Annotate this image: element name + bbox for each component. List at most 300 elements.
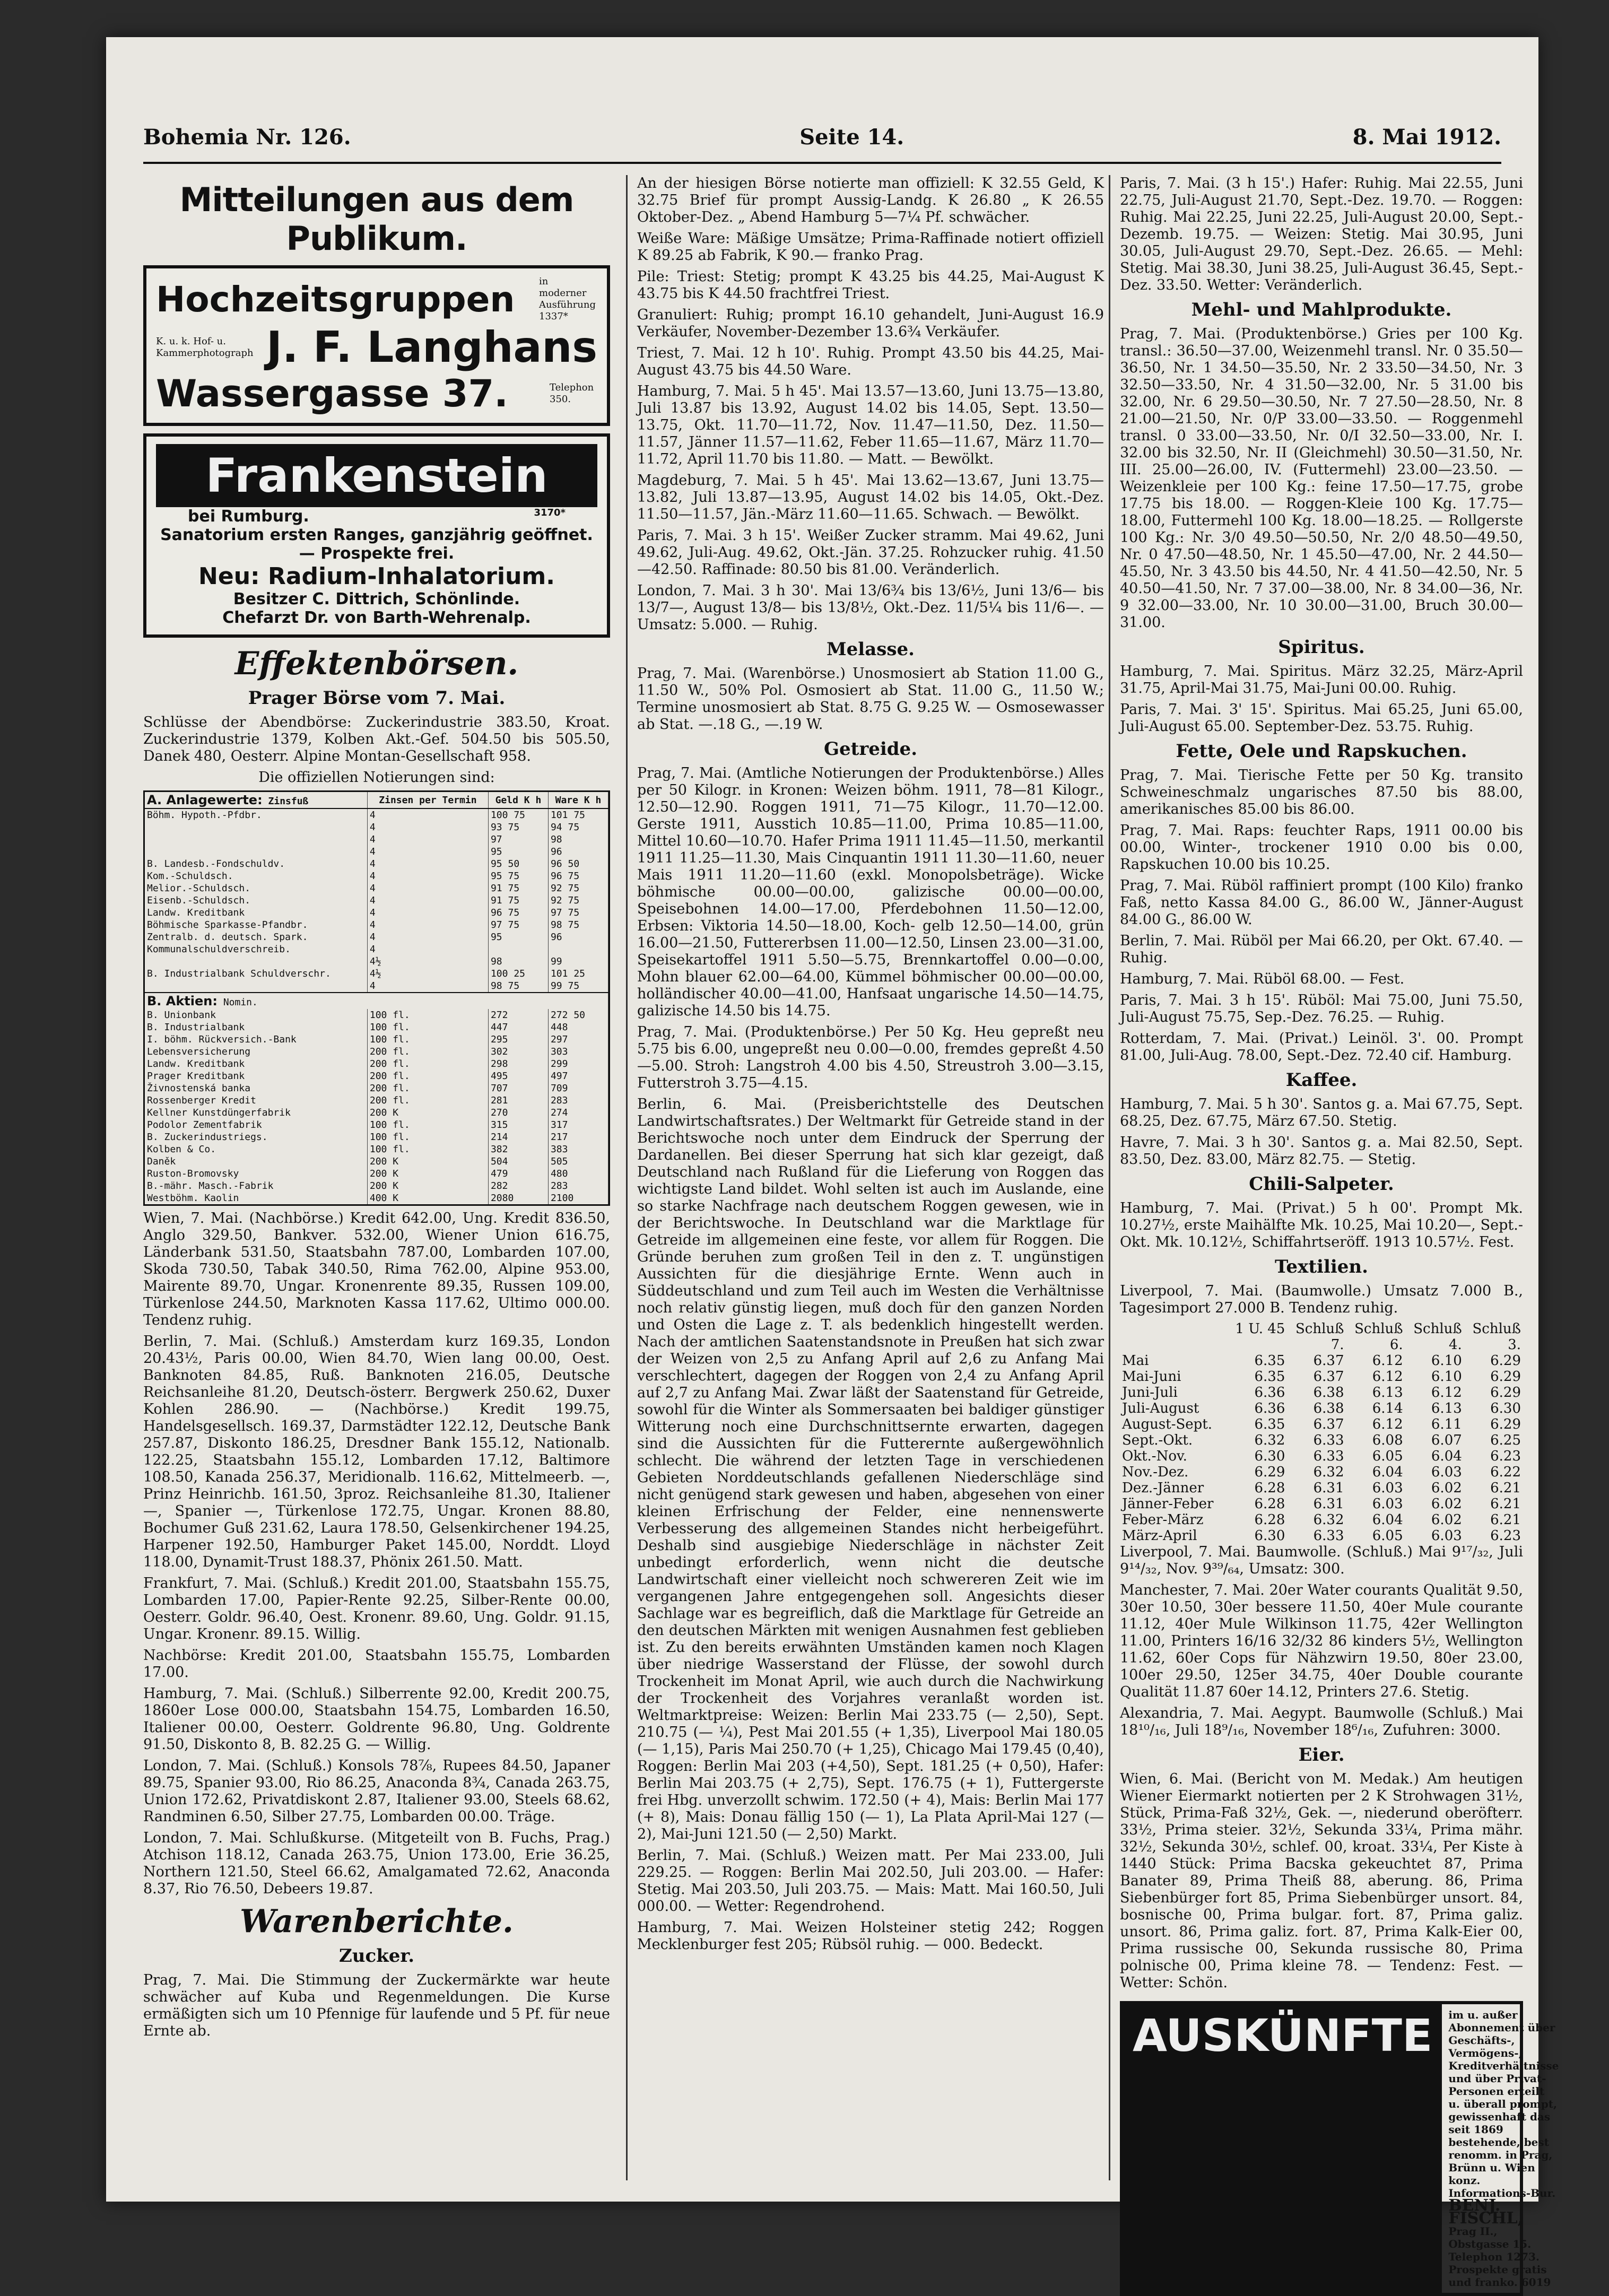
nominal-value: 100 fl. bbox=[367, 1033, 488, 1046]
table-row bbox=[145, 1192, 608, 1204]
price-cell: 6.37 bbox=[1313, 1369, 1344, 1385]
interest-rate: 4 bbox=[367, 846, 488, 858]
table-row bbox=[145, 943, 608, 955]
security-name: Kommunalschuldverschreib. bbox=[145, 943, 367, 955]
ad-langhans-left-note: K. u. k. Hof- u. Kammerphotograph bbox=[156, 335, 254, 359]
price-cell: 6.29 bbox=[1254, 1464, 1285, 1480]
zinsen-header: Zinsen per Termin bbox=[367, 792, 488, 808]
security-name bbox=[145, 833, 367, 846]
price-cell: 6.23 bbox=[1490, 1528, 1521, 1544]
table-row bbox=[1120, 1512, 1523, 1528]
column-header: Schluß bbox=[1295, 1321, 1344, 1337]
bid-price: 100 75 bbox=[488, 808, 548, 821]
price-cell: 6.03 bbox=[1431, 1528, 1462, 1544]
nominal-value: 200 fl. bbox=[367, 1058, 488, 1070]
share-name: Landw. Kreditbank bbox=[145, 1058, 367, 1070]
share-name: Lebensversicherung bbox=[145, 1046, 367, 1058]
table-row bbox=[145, 1033, 608, 1046]
price-cell: 6.21 bbox=[1490, 1496, 1521, 1512]
ask-price: 217 bbox=[548, 1131, 608, 1143]
table-row bbox=[1120, 1480, 1523, 1496]
zucker-heading: Zucker. bbox=[338, 1945, 415, 1967]
ad-langhans-title: Hochzeitsgruppen bbox=[156, 279, 515, 320]
term-label: Nov.-Dez. bbox=[1122, 1464, 1189, 1480]
c2-paragraph: London, 7. Mai. 3 h 30'. Mai 13/6¾ bis 13/6½, Juni 13/6— bis 13/7—, August 13/8— bis 13/8½, Okt.-Dez. 11/5¼ bis 11/6—. — Umsatz: 5.000. — Ruhig. bbox=[637, 582, 1104, 633]
security-name: Landw. Kreditbank bbox=[145, 907, 367, 919]
table-header-row bbox=[1120, 1337, 1523, 1353]
price-cell: 6.02 bbox=[1431, 1480, 1462, 1496]
running-head bbox=[143, 125, 1501, 164]
ad-auskuenfte-line2: Prag II., Obstgasse 15. Telephon 1273. bbox=[1448, 2225, 1540, 2263]
price-cell: 6.35 bbox=[1254, 1369, 1285, 1385]
term-label: Juli-August bbox=[1122, 1401, 1199, 1416]
ask-price: 497 bbox=[548, 1070, 608, 1082]
bid-price: 91 75 bbox=[488, 894, 548, 907]
ad-frankenstein-sub: bei Rumburg. bbox=[188, 507, 309, 526]
security-name: Böhmische Sparkasse-Pfandbr. bbox=[145, 919, 367, 931]
price-cell: 6.14 bbox=[1372, 1401, 1403, 1416]
interest-rate: 4 bbox=[367, 980, 488, 993]
nominal-value: 400 K bbox=[367, 1192, 488, 1204]
ad-frankenstein-line4: Chefarzt Dr. von Barth-Wehrenalp. bbox=[222, 608, 531, 627]
price-cell: 6.13 bbox=[1372, 1385, 1403, 1401]
c3-paragraph: Havre, 7. Mai. 3 h 30'. Santos g. a. Mai 82.50, Sept. 83.50, Dez. 83.00, März 82.75. — Stetig. bbox=[1120, 1134, 1523, 1168]
price-cell: 6.04 bbox=[1431, 1448, 1462, 1464]
table-row bbox=[145, 1180, 608, 1192]
chili-heading: Chili-Salpeter. bbox=[1249, 1173, 1394, 1195]
price-cell: 6.28 bbox=[1254, 1480, 1285, 1496]
price-cell: 6.28 bbox=[1254, 1496, 1285, 1512]
table-row bbox=[145, 821, 608, 833]
table-row bbox=[1120, 1353, 1523, 1369]
ask-price: 317 bbox=[548, 1119, 608, 1131]
mitteilungen-heading: Mitteilungen aus dem Publikum. bbox=[179, 180, 574, 258]
price-cell: 6.07 bbox=[1431, 1432, 1462, 1448]
table-row bbox=[145, 1094, 608, 1107]
table-row bbox=[145, 1009, 608, 1021]
column-header: 1 U. 45 bbox=[1235, 1321, 1285, 1337]
cotton-table bbox=[1120, 1321, 1523, 1544]
security-name: B. Industrialbank Schuldverschr. bbox=[145, 968, 367, 980]
c3-paragraph: Hamburg, 7. Mai. 5 h 30'. Santos g. a. Mai 67.75, Sept. 68.25, Dez. 67.75, März 67.50. Stetig. bbox=[1120, 1096, 1523, 1129]
price-cell: 6.30 bbox=[1254, 1528, 1285, 1544]
bid-price: 447 bbox=[488, 1021, 548, 1033]
price-cell: 6.32 bbox=[1254, 1432, 1285, 1448]
table-row bbox=[145, 846, 608, 858]
price-cell: 6.30 bbox=[1254, 1448, 1285, 1464]
interest-rate: 4 bbox=[367, 919, 488, 931]
page-number: Seite 14. bbox=[799, 125, 904, 150]
security-name: Melior.-Schuldsch. bbox=[145, 882, 367, 894]
share-name: Kellner Kunstdüngerfabrik bbox=[145, 1107, 367, 1119]
price-cell: 6.13 bbox=[1431, 1401, 1462, 1416]
hamburg-report: Hamburg, 7. Mai. (Schluß.) Silberrente 92.00, Kredit 200.75, 1860er Lose 000.00, Staatsbahn 154.75, Lombarden 16.50, Italiener 00.00, Oesterr. Goldrente 96.80, Ung. Goldrente 91.50, Diskonto 8, B. 82.25 G. — Willig. bbox=[143, 1685, 610, 1753]
share-name: Rossenberger Kredit bbox=[145, 1094, 367, 1107]
c3-paragraph: Paris, 7. Mai. 3 h 15'. Rüböl: Mai 75.00, Juni 75.50, Juli-August 75.75, Sep.-Dez. 76.25. — Ruhig. bbox=[1120, 992, 1523, 1025]
bid-price: 302 bbox=[488, 1046, 548, 1058]
column-3 bbox=[1109, 175, 1559, 2289]
table-row bbox=[145, 1143, 608, 1155]
geld-h-header: h bbox=[535, 794, 542, 806]
table-row bbox=[145, 858, 608, 870]
c3-paragraph: Hamburg, 7. Mai. Rüböl 68.00. — Fest. bbox=[1120, 971, 1405, 987]
table-row bbox=[145, 1046, 608, 1058]
price-cell: 6.12 bbox=[1431, 1385, 1462, 1401]
ad-frankenstein bbox=[143, 433, 610, 638]
security-name bbox=[145, 846, 367, 858]
bid-price: 282 bbox=[488, 1180, 548, 1192]
price-cell: 6.32 bbox=[1313, 1512, 1344, 1528]
wien-report: Wien, 7. Mai. (Nachbörse.) Kredit 642.00, Ung. Kredit 836.50, Anglo 329.50, Bankver. 532.00, Wiener Union 616.75, Länderbank 531.50, Staatsbahn 787.00, Lombarden 107.00, Skoda 730.50, Tabak 340.50, Rima 762.00, Alpine 953.00, Mairente 89.70, Ungar. Kronenrente 89.35, Russen 109.00, Türkenlose 244.50, Marknoten Kassa 117.62, Ultimo 000.00. Tendenz ruhig. bbox=[143, 1210, 610, 1328]
price-cell: 6.37 bbox=[1313, 1416, 1344, 1432]
ware-h-header: h bbox=[595, 794, 602, 806]
column-header bbox=[1120, 1337, 1227, 1353]
ask-price: 303 bbox=[548, 1046, 608, 1058]
share-name: B. Industrialbank bbox=[145, 1021, 367, 1033]
ask-price: 99 75 bbox=[548, 980, 608, 993]
zinsfuss-header: Zinsfuß bbox=[268, 796, 309, 807]
security-name: Zentralb. d. deutsch. Spark. bbox=[145, 931, 367, 943]
price-cell: 6.04 bbox=[1372, 1512, 1403, 1528]
interest-rate: 4 bbox=[367, 858, 488, 870]
c3-paragraph: Alexandria, 7. Mai. Aegypt. Baumwolle (Schluß.) Mai 18¹⁰/₁₆, Juli 18⁹/₁₆, November 18⁶/₁₆, Zufuhren: 3000. bbox=[1120, 1705, 1523, 1738]
bid-price: 495 bbox=[488, 1070, 548, 1082]
ad-langhans bbox=[143, 265, 610, 426]
c2-paragraph: Prag, 7. Mai. (Warenbörse.) Unosmosiert ab Station 11.00 G., 11.50 W., 50% Pol. Osmosiert ab Stat. 11.00 G., 11.50 W.; Termine unosmosiert ab Stat. 8.75 G. 9.25 W. — Osmosewasser ab Stat. —.18 G., —.19 W. bbox=[637, 665, 1104, 733]
price-cell: 6.36 bbox=[1254, 1401, 1285, 1416]
term-label: Dez.-Jänner bbox=[1122, 1480, 1204, 1496]
ad-langhans-title-note: in moderner Ausführung 1337* bbox=[539, 276, 596, 322]
prices-table bbox=[143, 790, 610, 1206]
ask-price: 272 50 bbox=[548, 1009, 608, 1021]
column-header: Schluß bbox=[1413, 1321, 1462, 1337]
fette-heading: Fette, Oele und Rapskuchen. bbox=[1176, 741, 1467, 762]
share-name: Ruston-Bromovsky bbox=[145, 1168, 367, 1180]
share-name: B.-mähr. Masch.-Fabrik bbox=[145, 1180, 367, 1192]
table-row bbox=[145, 1021, 608, 1033]
table-row bbox=[1120, 1369, 1523, 1385]
table-row bbox=[145, 955, 608, 968]
bid-price: 98 bbox=[488, 955, 548, 968]
ad-frankenstein-line1: Sanatorium ersten Ranges, ganzjährig geöffnet. — Prospekte frei. bbox=[160, 526, 593, 563]
ask-price: 274 bbox=[548, 1107, 608, 1119]
price-cell: 6.30 bbox=[1490, 1401, 1521, 1416]
bid-price: 315 bbox=[488, 1119, 548, 1131]
nominal-value: 100 fl. bbox=[367, 1131, 488, 1143]
c3-paragraph: Paris, 7. Mai. 3' 15'. Spiritus. Mai 65.25, Juni 65.00, Juli-August 65.00. September-Dez. 53.75. Ruhig. bbox=[1120, 701, 1523, 735]
table-row bbox=[145, 1070, 608, 1082]
ware-k-header: K bbox=[584, 794, 590, 806]
nominal-value: 200 K bbox=[367, 1107, 488, 1119]
table-row bbox=[145, 968, 608, 980]
table-row bbox=[145, 919, 608, 931]
c3-paragraph: Hamburg, 7. Mai. (Privat.) 5 h 00'. Prompt Mk. 10.27½, erste Maihälfte Mk. 10.25, Mai 10.20—, Sept.-Okt. Mk. 10.12½, Schiffahrtseröff. 1913 10.57½. Fest. bbox=[1120, 1200, 1523, 1250]
interest-rate: 4 bbox=[367, 894, 488, 907]
price-cell: 6.10 bbox=[1431, 1353, 1462, 1369]
frankfurt-report: Frankfurt, 7. Mai. (Schluß.) Kredit 201.00, Staatsbahn 155.75, Lombarden 17.00, Papier-Rente 92.25, Silber-Rente 00.00, Oesterr. Goldr. 96.40, Oest. Kronenr. 89.60, Ung. Goldr. 91.15, Ungar. Kronenr. 89.15. Willig. bbox=[143, 1575, 610, 1642]
notierungen-line: Die offiziellen Notierungen sind: bbox=[258, 769, 495, 786]
c2-paragraph: An der hiesigen Börse notierte man offiziell: K 32.55 Geld, K 32.75 Brief für prompt Aussig-Landg. K 26.80 „ K 26.55 Oktober-Dez. „ Abend Hamburg 5—7¼ Pf. schwächer. bbox=[637, 175, 1104, 225]
table-row bbox=[1120, 1416, 1523, 1432]
security-name: Eisenb.-Schuldsch. bbox=[145, 894, 367, 907]
table-row bbox=[1120, 1496, 1523, 1512]
price-cell: 6.32 bbox=[1313, 1464, 1344, 1480]
bid-price: 479 bbox=[488, 1168, 548, 1180]
price-cell: 6.08 bbox=[1372, 1432, 1403, 1448]
share-name: B. Zuckerindustriegs. bbox=[145, 1131, 367, 1143]
ad-auskuenfte-title: AUSKÜNFTE bbox=[1123, 2004, 1442, 2293]
ad-auskuenfte bbox=[1120, 2001, 1559, 2296]
bid-price: 707 bbox=[488, 1082, 548, 1094]
price-cell: 6.36 bbox=[1254, 1385, 1285, 1401]
ask-price: 94 75 bbox=[548, 821, 608, 833]
table-row bbox=[1120, 1528, 1523, 1544]
price-cell: 6.21 bbox=[1490, 1480, 1521, 1496]
column-header bbox=[1120, 1321, 1227, 1337]
table-row bbox=[145, 870, 608, 882]
c3-paragraph: Paris, 7. Mai. (3 h 15'.) Hafer: Ruhig. Mai 22.55, Juni 22.75, Juli-August 21.70, Sept.-Dez. 19.70. — Roggen: Ruhig. Mai 22.25, Juni 22.25, Juli-August 20.00, Sept.-Dezemb. 19.75. — Weizen: Stetig. Mai 30.95, Juni 30.05, Juli-August 29.70, Sept.-Dez. 26.65. — Mehl: Stetig. Mai 38.30, Juni 38.25, Juli-August 36.45, Sept.-Dez. 33.50. Wetter: Veränderlich. bbox=[1120, 175, 1523, 293]
c2-paragraph: Weiße Ware: Mäßige Umsätze; Prima-Raffinade notiert offiziell K 89.25 ab Fabrik, K 90.— franko Prag. bbox=[637, 230, 1104, 264]
ask-price: 101 75 bbox=[548, 808, 608, 821]
bid-price: 214 bbox=[488, 1131, 548, 1143]
security-name bbox=[145, 955, 367, 968]
table-row bbox=[145, 1082, 608, 1094]
price-cell: 6.31 bbox=[1313, 1480, 1344, 1496]
spiritus-heading: Spiritus. bbox=[1278, 637, 1365, 658]
interest-rate: 4 bbox=[367, 808, 488, 821]
security-name bbox=[145, 980, 367, 993]
ask-price: 99 bbox=[548, 955, 608, 968]
table-row bbox=[145, 1107, 608, 1119]
table-row bbox=[145, 1058, 608, 1070]
nominal-value: 200 K bbox=[367, 1168, 488, 1180]
ask-price bbox=[548, 943, 608, 955]
bid-price: 281 bbox=[488, 1094, 548, 1107]
table-row bbox=[145, 1131, 608, 1143]
interest-rate: 4 bbox=[367, 907, 488, 919]
c3-paragraph: Liverpool, 7. Mai. Baumwolle. (Schluß.) Mai 9¹⁷/₃₂, Juli 9¹⁴/₃₂, Nov. 9³⁹/₆₄, Umsatz: 300. bbox=[1120, 1544, 1523, 1577]
ask-price: 92 75 bbox=[548, 894, 608, 907]
term-label: Mai-Juni bbox=[1122, 1369, 1181, 1385]
c3-paragraph: Rotterdam, 7. Mai. (Privat.) Leinöl. 3'. 00. Prompt 81.00, Juli-Aug. 78.00, Sept.-Dez. 72.40 cif. Hamburg. bbox=[1120, 1030, 1523, 1064]
group-b-label: B. Aktien: bbox=[147, 994, 218, 1008]
price-cell: 6.03 bbox=[1372, 1496, 1403, 1512]
column-header: 7. bbox=[1330, 1337, 1344, 1353]
security-name bbox=[145, 821, 367, 833]
price-cell: 6.37 bbox=[1313, 1353, 1344, 1369]
nominal-value: 200 K bbox=[367, 1155, 488, 1168]
kaffee-heading: Kaffee. bbox=[1285, 1069, 1358, 1091]
bid-price: 98 75 bbox=[488, 980, 548, 993]
interest-rate: 4 bbox=[367, 821, 488, 833]
geld-k-header: K bbox=[524, 794, 530, 806]
column-header: Schluß bbox=[1354, 1321, 1403, 1337]
term-label: Mai bbox=[1122, 1353, 1149, 1369]
table-row bbox=[145, 1168, 608, 1180]
c3-paragraph: Prag, 7. Mai. Raps: feuchter Raps, 1911 00.00 bis 00.00, Winter-, trockener 1910 0.00 bis 0.00, Rapskuchen 10.00 bis 10.25. bbox=[1120, 822, 1523, 873]
term-label: Jänner-Feber bbox=[1122, 1496, 1214, 1512]
ask-price: 96 bbox=[548, 846, 608, 858]
bid-price: 2080 bbox=[488, 1192, 548, 1204]
price-cell: 6.12 bbox=[1372, 1416, 1403, 1432]
price-cell: 6.03 bbox=[1431, 1464, 1462, 1480]
bid-price: 91 75 bbox=[488, 882, 548, 894]
price-cell: 6.38 bbox=[1313, 1385, 1344, 1401]
term-label: Feber-März bbox=[1122, 1512, 1204, 1528]
bid-price: 298 bbox=[488, 1058, 548, 1070]
price-cell: 6.23 bbox=[1490, 1448, 1521, 1464]
c3-paragraph: Prag, 7. Mai. Rüböl raffiniert prompt (100 Kilo) franko Faß, netto Kassa 84.00 G., 86.00 W., Jänner-August 84.00 G., 86.00 W. bbox=[1120, 877, 1523, 928]
issue-date: 8. Mai 1912. bbox=[1352, 125, 1501, 150]
c2-paragraph: Hamburg, 7. Mai. Weizen Holsteiner stetig 242; Roggen Mecklenburger fest 205; Rübsöl ruhig. — 000. Bedeckt. bbox=[637, 1919, 1104, 1953]
c2-paragraph: Prag, 7. Mai. (Amtliche Notierungen der Produktenbörse.) Alles per 50 Kilogr. in Kronen: Weizen böhm. 1911, 78—81 Kilogr., 12.50—12.90. Roggen 1911, 71—75 Kilogr., 11.70—12.00. Gerste 1911, Ausstich 10.85—11.00, Prima 10.85—11.00, Mittel 10.60—10.70. Hafer Prima 1911 11.45—11.50, merkantil 1911 11.25—11.30, Mais Cinquantin 1911 11.30—11.60, neuer Mais 1911 11.20—11.60 (exkl. Monopolsbeträge). Wicke böhmische 00.00—00.00, galizische 00.00—00.00, Speisebohnen 14.00—17.00, Pferdebohnen 11.50—12.00, Erbsen: Viktoria 14.50—18.00, Koch- gelb 12.50—14.00, grün 16.00—21.50, Futtererbsen 11.00—12.50, Linsen 23.00—31.00, Speisekartoffel 1911 5.50—5.75, Brennkartoffel 0.00—0.00, Mohn blauer 62.00—64.00, Kümmel böhmischer 00.00—00.00, holländischer 40.00—41.00, Hanfsaat ungarische 14.50—14.75, galizische 14.50 bis 14.75. bbox=[637, 765, 1104, 1019]
bid-price: 100 25 bbox=[488, 968, 548, 980]
price-cell: 6.38 bbox=[1313, 1401, 1344, 1416]
ask-price: 96 bbox=[548, 931, 608, 943]
price-cell: 6.31 bbox=[1313, 1496, 1344, 1512]
price-cell: 6.22 bbox=[1490, 1464, 1521, 1480]
share-name: Kolben & Co. bbox=[145, 1143, 367, 1155]
nominal-value: 100 fl. bbox=[367, 1119, 488, 1131]
column-header: 3. bbox=[1508, 1337, 1521, 1353]
ad-langhans-name: J. F. Langhans bbox=[266, 323, 597, 372]
price-cell: 6.33 bbox=[1313, 1432, 1344, 1448]
term-label: Juni-Juli bbox=[1122, 1385, 1178, 1401]
ask-price: 97 75 bbox=[548, 907, 608, 919]
price-cell: 6.05 bbox=[1372, 1528, 1403, 1544]
table-row bbox=[1120, 1401, 1523, 1416]
mehl-heading: Mehl- und Mahlprodukte. bbox=[1191, 299, 1452, 320]
price-cell: 6.28 bbox=[1254, 1512, 1285, 1528]
interest-rate: 4½ bbox=[367, 968, 488, 980]
price-cell: 6.21 bbox=[1490, 1512, 1521, 1528]
price-cell: 6.02 bbox=[1431, 1512, 1462, 1528]
share-name: Westböhm. Kaolin bbox=[145, 1192, 367, 1204]
ad-frankenstein-code: 3170* bbox=[534, 507, 566, 518]
price-cell: 6.12 bbox=[1372, 1353, 1403, 1369]
table-row bbox=[145, 894, 608, 907]
bid-price: 295 bbox=[488, 1033, 548, 1046]
share-name: I. böhm. Rückversich.-Bank bbox=[145, 1033, 367, 1046]
price-cell: 6.29 bbox=[1490, 1369, 1521, 1385]
bid-price: 95 bbox=[488, 931, 548, 943]
ad-auskuenfte-line3: Prospekte gratis und franko. 6019 bbox=[1448, 2263, 1551, 2289]
c3-paragraph: Manchester, 7. Mai. 20er Water courants Qualität 9.50, 30er 10.50, 30er bessere 11.50, 40er Mule courante 11.12, 40er Mule Wilkinson 11.75, 42er Wellington 11.00, Printers 16/16 32/32 86 kinders 5½, Wellington 11.62, 60er Cops für Nähzwirn 19.50, 80er 23.00, 100er 29.50, 125er 34.75, 40er Double courante Qualität 11.87 60er 14.12, Printers 27.6. Stetig. bbox=[1120, 1582, 1523, 1700]
bid-price: 93 75 bbox=[488, 821, 548, 833]
c2-paragraph: Berlin, 7. Mai. (Schluß.) Weizen matt. Per Mai 233.00, Juli 229.25. — Roggen: Berlin Mai 202.50, Juli 203.00. — Hafer: Stetig. Mai 203.50, Juli 203.75. — Mais: Matt. Mai 160.50, Juli 000.00. — Wetter: Regendrohend. bbox=[637, 1847, 1104, 1915]
bid-price: 95 50 bbox=[488, 858, 548, 870]
ask-price: 101 25 bbox=[548, 968, 608, 980]
bid-price: 270 bbox=[488, 1107, 548, 1119]
c2-paragraph: Hamburg, 7. Mai. 5 h 45'. Mai 13.57—13.60, Juni 13.75—13.80, Juli 13.87 bis 13.92, August 14.02 bis 14.05, Sept. 13.50—13.75, Okt. 11.70—11.72, Nov. 11.47—11.50, Dez. 11.50—11.57, Jänner 11.57—11.62, Feber 11.65—11.67, März 11.70—11.72, April 11.70 bis 11.80. — Matt. — Bewölkt. bbox=[637, 383, 1104, 467]
interest-rate: 4 bbox=[367, 931, 488, 943]
c2-paragraph: Pile: Triest: Stetig; prompt K 43.25 bis 44.25, Mai-August K 43.75 bis K 44.50 frachtfrei Triest. bbox=[637, 268, 1104, 302]
ask-price: 92 75 bbox=[548, 882, 608, 894]
prager-text: Schlüsse der Abendbörse: Zuckerindustrie 383.50, Kroat. Zuckerindustrie 1379, Kolben Akt.-Gef. 504.50 bis 505.50, Danek 480, Oesterr. Alpine Montan-Gesellschaft 958. bbox=[143, 714, 610, 764]
c2-paragraph: Prag, 7. Mai. (Produktenbörse.) Per 50 Kg. Heu gepreßt neu 5.75 bis 6.00, ungepreßt neu 0.00—0.00, fremdes gepreßt 4.50—5.00. Stroh: Langstroh 4.00 bis 4.50, Streustroh 3.00—3.15, Futterstroh 3.75—4.15. bbox=[637, 1024, 1104, 1091]
price-cell: 6.05 bbox=[1372, 1448, 1403, 1464]
bid-price: 95 75 bbox=[488, 870, 548, 882]
c2-paragraph: Granuliert: Ruhig; prompt 16.10 gehandelt, Juni-August 16.9 Verkäufer, November-Dezember 13.6¾ Verkäufer. bbox=[637, 307, 1104, 340]
security-name: Böhm. Hypoth.-Pfdbr. bbox=[145, 808, 367, 821]
price-cell: 6.29 bbox=[1490, 1353, 1521, 1369]
nominal-value: 200 fl. bbox=[367, 1046, 488, 1058]
bid-price: 382 bbox=[488, 1143, 548, 1155]
column-2 bbox=[626, 175, 1104, 2180]
interest-rate: 4 bbox=[367, 882, 488, 894]
table-row bbox=[145, 882, 608, 894]
ask-price: 98 bbox=[548, 833, 608, 846]
price-cell: 6.11 bbox=[1431, 1416, 1462, 1432]
column-header: Schluß bbox=[1472, 1321, 1521, 1337]
melasse-heading: Melasse. bbox=[827, 639, 915, 660]
price-cell: 6.33 bbox=[1313, 1448, 1344, 1464]
ask-price: 96 50 bbox=[548, 858, 608, 870]
column-header bbox=[1227, 1337, 1288, 1353]
nominal-value: 200 fl. bbox=[367, 1070, 488, 1082]
ask-price: 98 75 bbox=[548, 919, 608, 931]
price-cell: 6.25 bbox=[1490, 1432, 1521, 1448]
interest-rate: 4 bbox=[367, 833, 488, 846]
share-name: B. Unionbank bbox=[145, 1009, 367, 1021]
ask-price: 297 bbox=[548, 1033, 608, 1046]
effekten-heading: Effektenbörsen. bbox=[234, 645, 519, 682]
price-cell: 6.10 bbox=[1431, 1369, 1462, 1385]
c3-paragraph: Berlin, 7. Mai. Rüböl per Mai 66.20, per Okt. 67.40. — Ruhig. bbox=[1120, 933, 1523, 966]
security-name: Kom.-Schuldsch. bbox=[145, 870, 367, 882]
price-cell: 6.02 bbox=[1431, 1496, 1462, 1512]
interest-rate: 4 bbox=[367, 943, 488, 955]
price-cell: 6.03 bbox=[1372, 1480, 1403, 1496]
nominal-value: 100 fl. bbox=[367, 1009, 488, 1021]
ask-price: 383 bbox=[548, 1143, 608, 1155]
london-report: London, 7. Mai. (Schluß.) Konsols 78⅞, Rupees 84.50, Japaner 89.75, Spanier 93.00, Rio 86.25, Anaconda 8¾, Canada 263.75, Union 172.62, Privatdiskont 2.87, Italiener 93.00, Steels 68.62, Randminen 6.50, Silber 27.75, Lombarden 00.00. Träge. bbox=[143, 1758, 610, 1825]
column-header: 6. bbox=[1389, 1337, 1403, 1353]
nominal-value: 100 fl. bbox=[367, 1143, 488, 1155]
bid-price: 96 75 bbox=[488, 907, 548, 919]
ask-price: 448 bbox=[548, 1021, 608, 1033]
bid-price: 272 bbox=[488, 1009, 548, 1021]
group-a-label: A. Anlagewerte: bbox=[147, 793, 263, 807]
ask-price: 2100 bbox=[548, 1192, 608, 1204]
ad-frankenstein-line3: Besitzer C. Dittrich, Schönlinde. bbox=[233, 590, 520, 608]
berlin-report: Berlin, 7. Mai. (Schluß.) Amsterdam kurz 169.35, London 20.43½, Paris 00.00, Wien 84.70, Wien lang 00.00, Oest. Banknoten 84.85, Ruß. Banknoten 216.05, Deutsche Reichsanleihe 81.20, Deutsch-österr. Bergwerk 250.62, Duxer Kohlen 286.90. — (Nachbörse.) Kredit 199.75, Handelsgesellsch. 169.37, Darmstädter 122.12, Deutsche Bank 257.87, Diskonto 186.25, Dresdner Bank 155.12, Nationalb. 122.25, Staatsbahn 155.12, Lombarden 17.12, Baltimore 108.50, Kanada 256.37, Meridionalb. 116.62, Mittelmeerb. —, Prinz Heinrichb. 161.50, 3proz. Reichsanleihe 81.30, Italiener —, Spanier —, Türkenlose 172.75, Ungar. Kronen 88.80, Bochumer Guß 231.62, Laura 178.50, Gelsenkirchener 194.25, Harpener 192.50, Hamburger Paket 145.00, Norddt. Lloyd 118.00, Dynamit-Trust 188.37, Phönix 261.50. Matt. bbox=[143, 1333, 610, 1570]
getreide-heading: Getreide. bbox=[823, 738, 918, 760]
c2-paragraph: Triest, 7. Mai. 12 h 10'. Ruhig. Prompt 43.50 bis 44.25, Mai-August 43.75 bis 44.50 Ware. bbox=[637, 345, 1104, 378]
share-name: Živnostenská banka bbox=[145, 1082, 367, 1094]
table-row bbox=[145, 1155, 608, 1168]
nominal-value: 200 fl. bbox=[367, 1082, 488, 1094]
table-row bbox=[145, 980, 608, 993]
nomin-header: Nomin. bbox=[223, 997, 258, 1008]
ad-auskuenfte-company: BENJ. FISCHL, bbox=[1448, 2196, 1524, 2228]
c3-paragraph: Liverpool, 7. Mai. (Baumwolle.) Umsatz 7.000 B., Tagesimport 27.000 B. Tendenz ruhig. bbox=[1120, 1283, 1523, 1316]
ad-frankenstein-line2: Neu: Radium-Inhalatorium. bbox=[198, 563, 555, 590]
table-row bbox=[145, 1119, 608, 1131]
ware-header: Ware bbox=[555, 794, 578, 806]
bid-price: 95 bbox=[488, 846, 548, 858]
prager-heading: Prager Börse vom 7. Mai. bbox=[248, 688, 506, 709]
nominal-value: 200 fl. bbox=[367, 1094, 488, 1107]
share-name: Prager Kreditbank bbox=[145, 1070, 367, 1082]
bid-price: 97 75 bbox=[488, 919, 548, 931]
table-row bbox=[1120, 1464, 1523, 1480]
geld-header: Geld bbox=[495, 794, 518, 806]
eier-heading: Eier. bbox=[1298, 1744, 1345, 1766]
waren-heading: Warenberichte. bbox=[240, 1903, 514, 1940]
ad-frankenstein-banner: Frankenstein bbox=[156, 444, 597, 507]
interest-rate: 4 bbox=[367, 870, 488, 882]
